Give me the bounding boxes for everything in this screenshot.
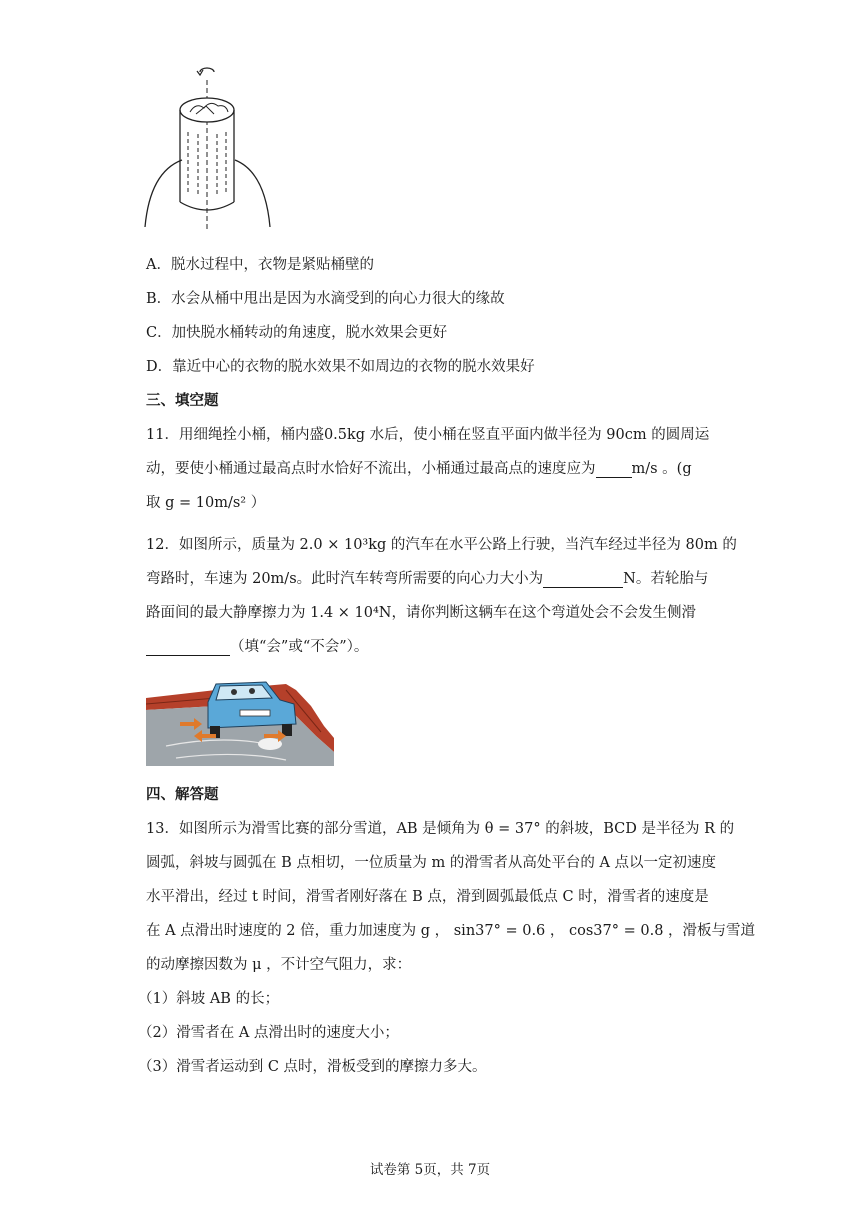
q12-text-after-blank-2: （填“会”或“不会”）。 bbox=[230, 639, 369, 655]
q12-line-4 bbox=[146, 635, 368, 656]
q11-text-after-blank: m/s 。(g bbox=[631, 461, 692, 477]
page-footer: 试卷第 5页，共 7页 bbox=[369, 1162, 491, 1178]
q13-line-4: 在 A 点滑出时速度的 2 倍，重力加速度为 g ， sin37° = 0.6 ， cos37° = 0.8 ，滑板与雪道 bbox=[146, 923, 756, 939]
spin-dryer-figure bbox=[140, 62, 280, 234]
q13-line-3: 水平滑出，经过 t 时间，滑雪者刚好落在 B 点，滑到圆弧最低点 C 时，滑雪者的速度是 bbox=[146, 889, 709, 905]
q13-line-2: 圆弧，斜坡与圆弧在 B 点相切，一位质量为 m 的滑雪者从高处平台的 A 点以一定初速度 bbox=[146, 855, 717, 871]
option-a: A．脱水过程中，衣物是紧贴桶壁的 bbox=[146, 257, 374, 273]
section-fill-blank-heading: 三、填空题 bbox=[146, 392, 219, 409]
q11-answer-blank[interactable] bbox=[596, 461, 632, 478]
q11-text-before-blank: 动，要使小桶通过最高点时水恰好不流出，小桶通过最高点的速度应为 bbox=[146, 461, 596, 477]
q12-line-2 bbox=[146, 567, 708, 588]
q13-line-1: 13．如图所示为滑雪比赛的部分雪道，AB 是倾角为 θ = 37° 的斜坡，BCD 是半径为 R 的 bbox=[146, 821, 735, 837]
q12-text-after-blank: N。若轮胎与 bbox=[623, 571, 709, 587]
section-solve-heading: 四、解答题 bbox=[146, 786, 219, 803]
q13-part-1: （1）斜坡 AB 的长； bbox=[138, 991, 280, 1007]
q11-line-3: 取 g = 10m/s² ） bbox=[146, 495, 266, 511]
option-c: C．加快脱水桶转动的角速度，脱水效果会更好 bbox=[146, 325, 448, 341]
q11-line-1: 11．用细绳拴小桶，桶内盛0.5kg 水后，使小桶在竖直平面内做半径为 90cm 的圆周运 bbox=[146, 427, 710, 443]
q13-part-3: （3）滑雪者运动到 C 点时，滑板受到的摩擦力多大。 bbox=[138, 1059, 487, 1075]
q11-line-2 bbox=[146, 457, 692, 478]
option-d: D．靠近中心的衣物的脱水效果不如周边的衣物的脱水效果好 bbox=[146, 359, 535, 375]
q12-line-1: 12．如图所示，质量为 2.0 × 10³kg 的汽车在水平公路上行驶，当汽车经过半径为 80m 的 bbox=[146, 537, 737, 553]
q12-skid-blank[interactable] bbox=[146, 639, 230, 656]
q12-force-blank[interactable] bbox=[543, 571, 623, 588]
q13-part-2: （2）滑雪者在 A 点滑出时的速度大小； bbox=[138, 1025, 399, 1041]
option-b: B．水会从桶中甩出是因为水滴受到的向心力很大的缘故 bbox=[146, 291, 505, 307]
q12-line-3: 路面间的最大静摩擦力为 1.4 × 10⁴N，请你判断这辆车在这个弯道处会不会发生侧滑 bbox=[146, 605, 696, 621]
car-turning-figure bbox=[146, 676, 334, 766]
q12-text-before-blank: 弯路时，车速为 20m/s。此时汽车转弯所需要的向心力大小为 bbox=[146, 571, 544, 587]
q13-line-5: 的动摩擦因数为 μ ，不计空气阻力，求： bbox=[146, 957, 412, 973]
